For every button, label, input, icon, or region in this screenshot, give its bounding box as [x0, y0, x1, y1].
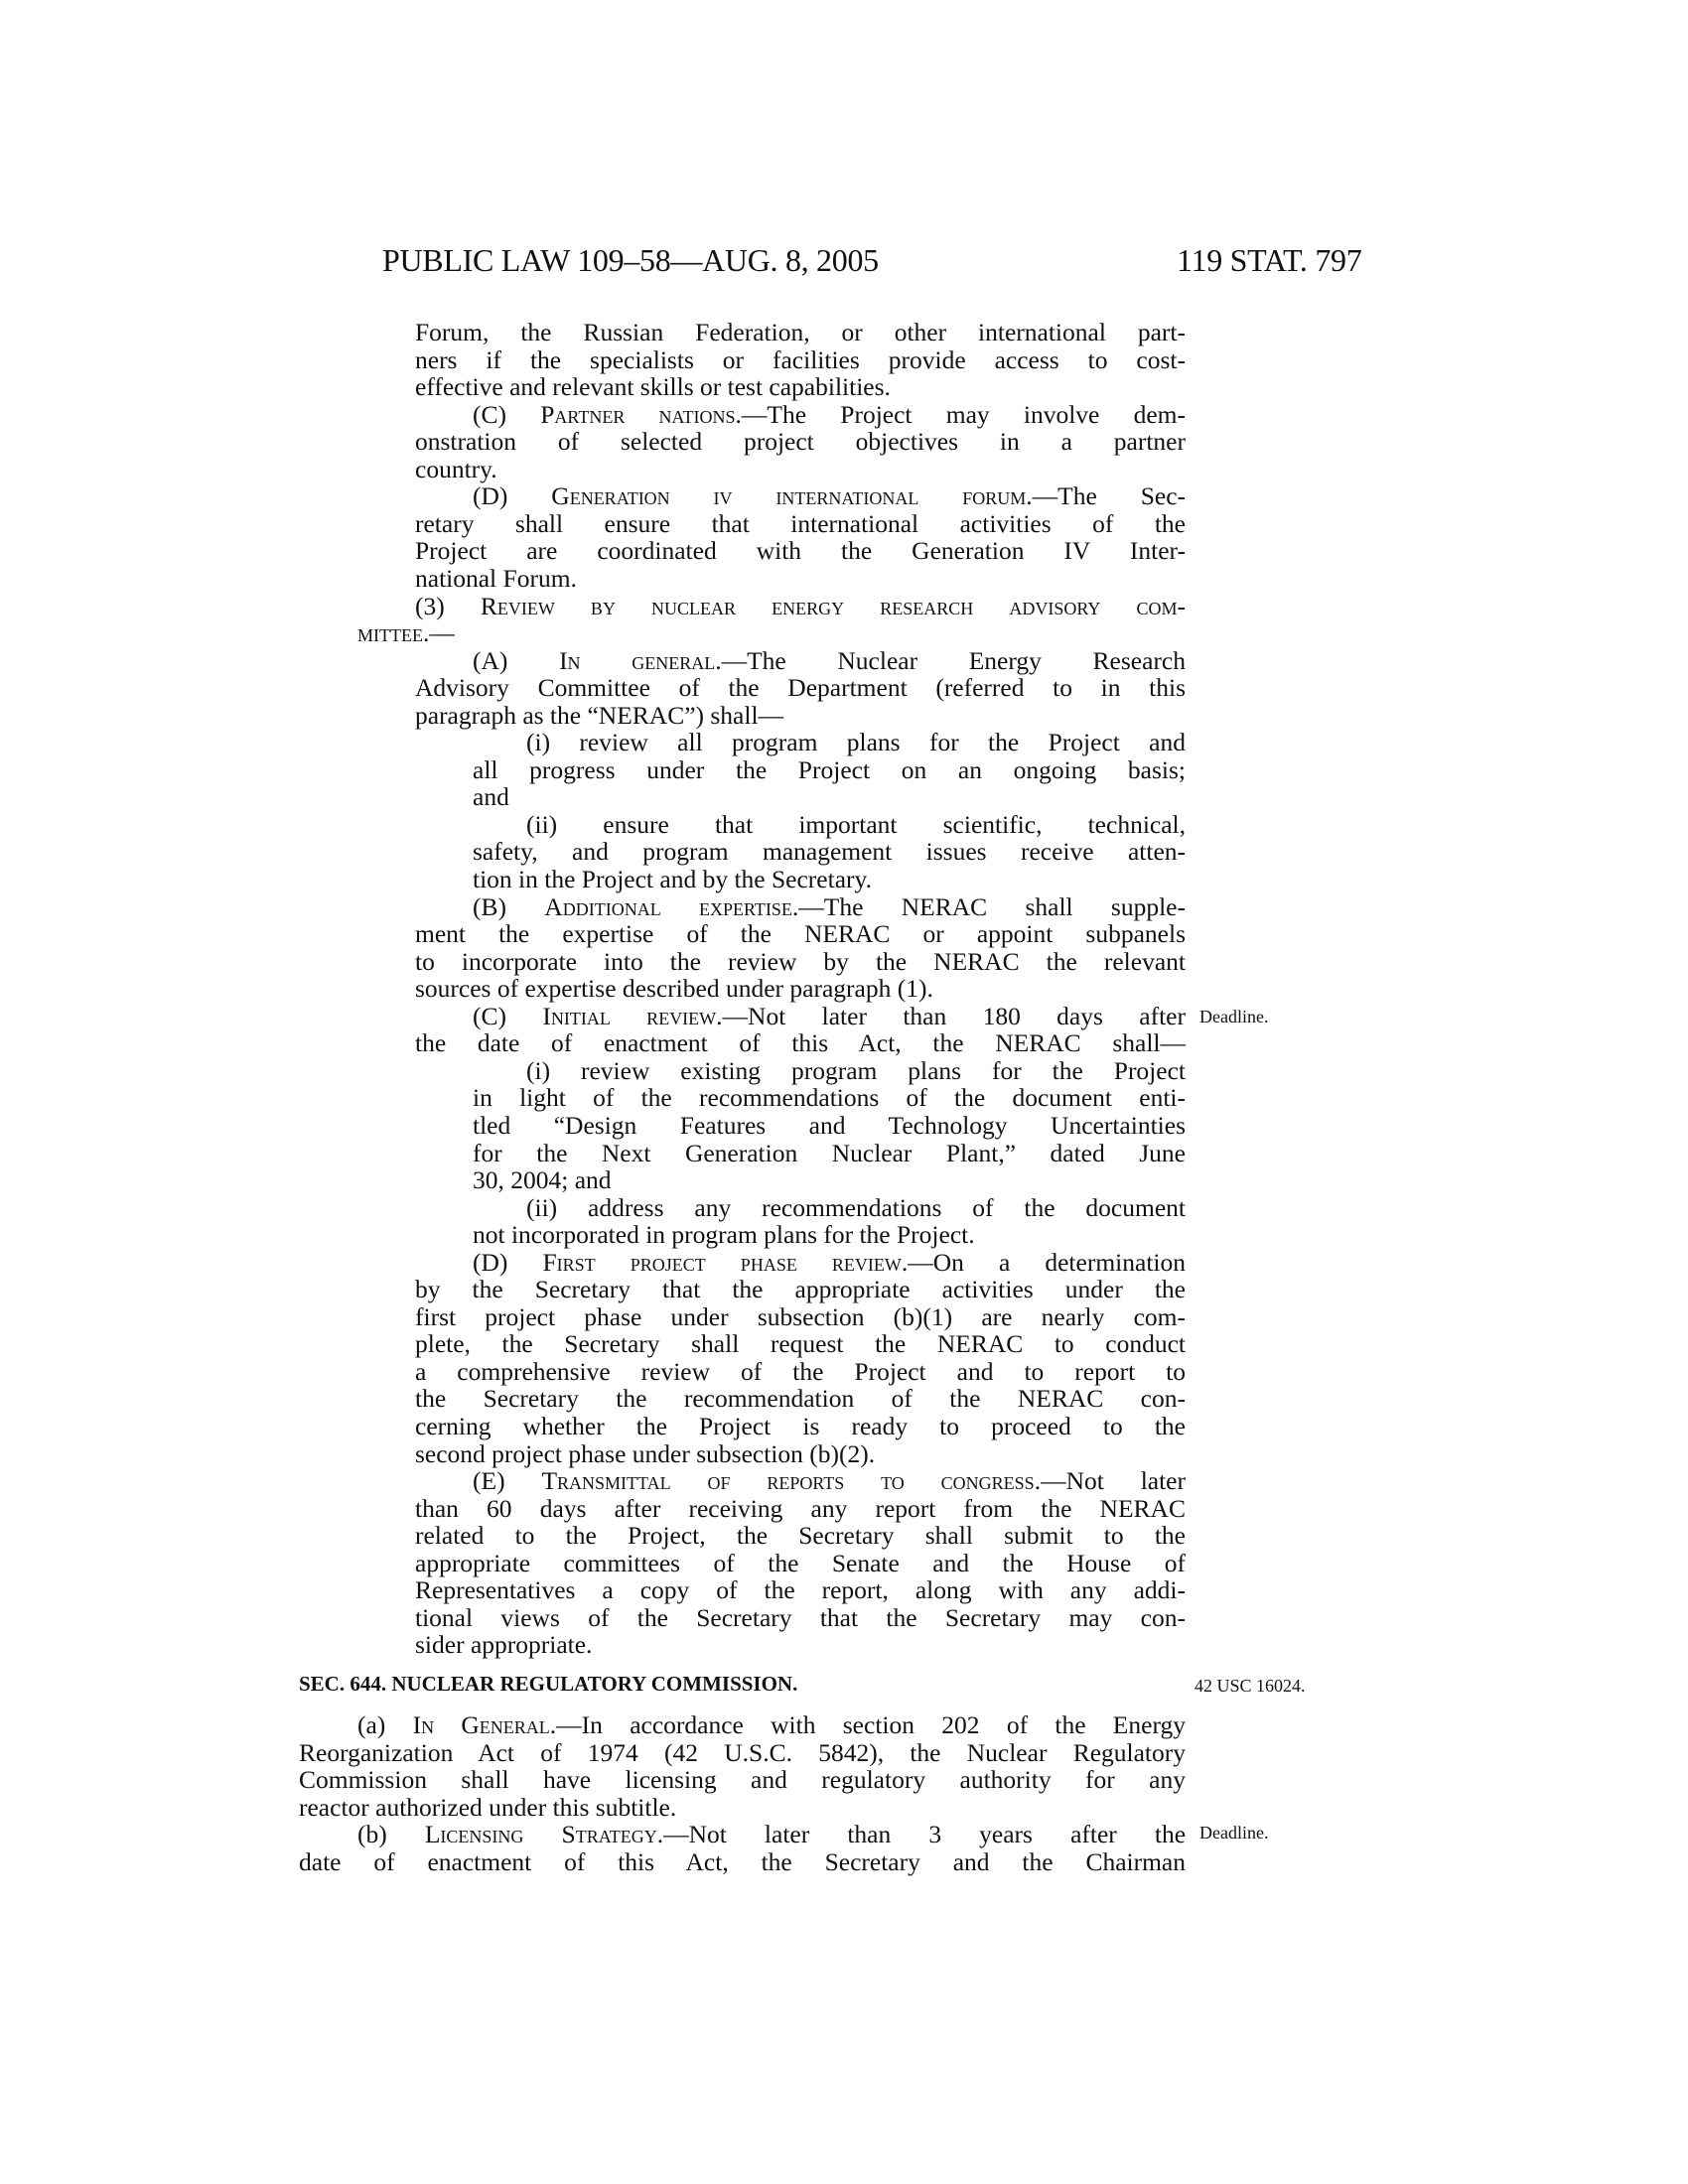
text-line [473, 1140, 1186, 1167]
text-line [526, 1194, 1186, 1222]
text-line [473, 1166, 1186, 1194]
line-text: sources of expertise described under paragraph (1). [415, 974, 933, 1004]
line-text: (B) [473, 891, 545, 921]
text-line [299, 1794, 1186, 1822]
line-text: national Forum. [415, 563, 577, 593]
line-text: —On a determination [908, 1247, 1186, 1277]
line-text: (3) [415, 591, 481, 620]
line-text: —The NERAC shall supple- [798, 891, 1186, 921]
paragraph-heading: First project phase review. [542, 1247, 909, 1277]
text-line [415, 346, 1186, 374]
line-text: tion in the Project and by the Secretary. [473, 865, 872, 893]
text-line [415, 920, 1186, 948]
line-text: — [429, 618, 455, 648]
line-text: Reorganization Act of 1974 (42 U.S.C. 5842), the Nuclear Regulatory [299, 1737, 1186, 1767]
text-line [473, 783, 1186, 811]
text-line [415, 1358, 1186, 1386]
paragraph-heading: In General. [412, 1710, 557, 1739]
paragraph-heading: Transmittal of reports to congress. [541, 1466, 1042, 1496]
paragraph-heading: Initial review. [542, 1001, 723, 1030]
text-line [526, 729, 1186, 756]
line-text: —The Sec- [1032, 481, 1186, 511]
line-text: retary shall ensure that international activities of the [415, 508, 1186, 538]
paragraph-heading: Generation iv international forum. [551, 481, 1033, 511]
line-text: onstration of selected project objectives in a partner [415, 427, 1186, 457]
text-line [473, 866, 1186, 893]
text-line [473, 1112, 1186, 1140]
line-text: —Not later [1041, 1466, 1186, 1496]
line-text: (i) review existing program plans for the Project [526, 1055, 1186, 1085]
text-line [415, 537, 1186, 565]
line-text: reactor authorized under this subtitle. [299, 1792, 677, 1822]
text-line [299, 1766, 1186, 1794]
line-text: not incorporated in program plans for the Project. [473, 1220, 975, 1250]
line-text: Representatives a copy of the report, along with any addi- [415, 1575, 1186, 1605]
text-line [415, 319, 1186, 346]
text-line [299, 1739, 1186, 1767]
text-line [473, 1084, 1186, 1112]
text-line [473, 1003, 1186, 1030]
line-text: —The Nuclear Energy Research [721, 645, 1186, 675]
line-text: by the Secretary that the appropriate activities under the [415, 1275, 1186, 1304]
line-text: ment the expertise of the NERAC or appoint subpanels [415, 919, 1186, 949]
line-text: —Not later than 3 years after the [663, 1820, 1187, 1849]
text-line [357, 619, 1186, 647]
text-line [415, 674, 1186, 702]
line-text: country. [415, 454, 497, 483]
line-text: 30, 2004; and [473, 1165, 612, 1195]
text-line [473, 1221, 1186, 1249]
text-line [299, 1848, 1186, 1876]
line-text: (D) [473, 481, 552, 511]
margin-note-deadline: Deadline. [1199, 1007, 1269, 1026]
line-text: (C) [473, 399, 541, 429]
line-text: (a) [357, 1710, 413, 1739]
line-text: to incorporate into the review by the NERAC the relevant [415, 946, 1186, 976]
section-heading: SEC. 644. NUCLEAR REGULATORY COMMISSION. [299, 1672, 798, 1696]
line-text: sider appropriate. [415, 1630, 593, 1660]
line-text: appropriate committees of the Senate and the House of [415, 1548, 1186, 1577]
text-line [357, 1821, 1186, 1848]
text-line [526, 1057, 1186, 1085]
line-text: the date of enactment of this Act, the NERAC shall— [415, 1028, 1186, 1058]
line-text: tional views of the Secretary that the Secretary may con- [415, 1602, 1186, 1632]
line-text: related to the Project, the Secretary shall submit to the [415, 1521, 1186, 1551]
text-line [473, 756, 1186, 784]
text-line [415, 565, 1186, 593]
text-line [415, 1631, 1186, 1659]
paragraph-heading: Partner nations. [540, 399, 742, 429]
line-text: plete, the Secretary shall request the NERAC to conduct [415, 1329, 1186, 1359]
line-text: (E) [473, 1466, 542, 1496]
text-line [473, 1249, 1186, 1277]
line-text: in light of the recommendations of the document enti- [473, 1083, 1186, 1113]
text-line [415, 975, 1186, 1003]
margin-note-usc-citation: 42 USC 16024. [1195, 1676, 1306, 1696]
line-text: —The Project may involve dem- [741, 399, 1186, 429]
line-text: and [473, 782, 509, 812]
text-line [415, 1440, 1186, 1468]
paragraph-heading: mittee. [357, 618, 430, 648]
paragraph-heading: Licensing Strategy. [424, 1820, 664, 1849]
paragraph-heading: In general. [559, 645, 722, 675]
text-line [415, 1495, 1186, 1523]
text-line [415, 373, 1186, 401]
line-text: (b) [357, 1820, 425, 1849]
line-text: Project are coordinated with the Generation IV Inter- [415, 536, 1186, 566]
text-line [357, 1711, 1186, 1739]
text-line [473, 893, 1186, 921]
line-text: the Secretary the recommendation of the NERAC con- [415, 1384, 1186, 1414]
line-text: second project phase under subsection (b)(2). [415, 1438, 876, 1468]
text-line [473, 647, 1186, 675]
text-line [415, 1303, 1186, 1331]
line-text: cerning whether the Project is ready to proceed to the [415, 1412, 1186, 1440]
text-line [415, 456, 1186, 483]
line-text: —In accordance with section 202 of the Energy [556, 1710, 1186, 1739]
text-line [415, 1604, 1186, 1632]
paragraph-heading: Additional expertise. [544, 891, 799, 921]
text-line [526, 811, 1186, 839]
line-text: a comprehensive review of the Project and to report to [415, 1356, 1186, 1386]
text-line [415, 1276, 1186, 1303]
line-text: (i) review all program plans for the Project and [526, 728, 1186, 757]
text-line [415, 1576, 1186, 1604]
text-line [473, 838, 1186, 866]
line-text: Commission shall have licensing and regulatory authority for any [299, 1765, 1186, 1795]
line-text: first project phase under subsection (b)(1) are nearly com- [415, 1301, 1186, 1331]
text-line [473, 1467, 1186, 1495]
line-text: effective and relevant skills or test capabilities. [415, 372, 891, 402]
line-text: (C) [473, 1001, 543, 1030]
text-line [415, 702, 1186, 730]
line-text: —Not later than 180 days after [722, 1001, 1186, 1030]
text-line [415, 510, 1186, 538]
text-line [415, 428, 1186, 456]
line-text: Forum, the Russian Federation, or other international part- [415, 318, 1186, 346]
line-text: all progress under the Project on an ongoing basis; [473, 754, 1186, 784]
line-text: paragraph as the “NERAC”) shall— [415, 700, 784, 730]
text-line [415, 1029, 1186, 1057]
line-text: for the Next Generation Nuclear Plant,” dated June [473, 1138, 1186, 1167]
line-text: safety, and program management issues receive atten- [473, 837, 1186, 867]
line-text: tled “Design Features and Technology Uncertainties [473, 1110, 1186, 1140]
line-text: date of enactment of this Act, the Secretary and the Chairman [299, 1846, 1186, 1876]
line-text: (ii) address any recommendations of the document [526, 1192, 1186, 1222]
text-line [473, 401, 1186, 429]
paragraph-heading: Review by nuclear energy research advisory com- [480, 591, 1186, 620]
running-header-title: PUBLIC LAW 109–58—AUG. 8, 2005 [382, 242, 879, 278]
text-line [415, 1413, 1186, 1440]
text-line [415, 948, 1186, 976]
page-number: 119 STAT. 797 [1177, 242, 1362, 278]
line-text: Advisory Committee of the Department (referred to in this [415, 673, 1186, 703]
line-text: (ii) ensure that important scientific, technical, [526, 809, 1186, 839]
text-line [415, 593, 1186, 620]
text-line [415, 1385, 1186, 1413]
line-text: (D) [473, 1247, 543, 1277]
line-text: ners if the specialists or facilities provide access to cost- [415, 344, 1186, 374]
text-line [415, 1522, 1186, 1550]
margin-note-deadline: Deadline. [1199, 1823, 1269, 1843]
line-text: (A) [473, 645, 560, 675]
text-line [415, 1550, 1186, 1577]
text-line [415, 1330, 1186, 1358]
text-line [473, 482, 1186, 510]
line-text: than 60 days after receiving any report from the NERAC [415, 1493, 1186, 1523]
